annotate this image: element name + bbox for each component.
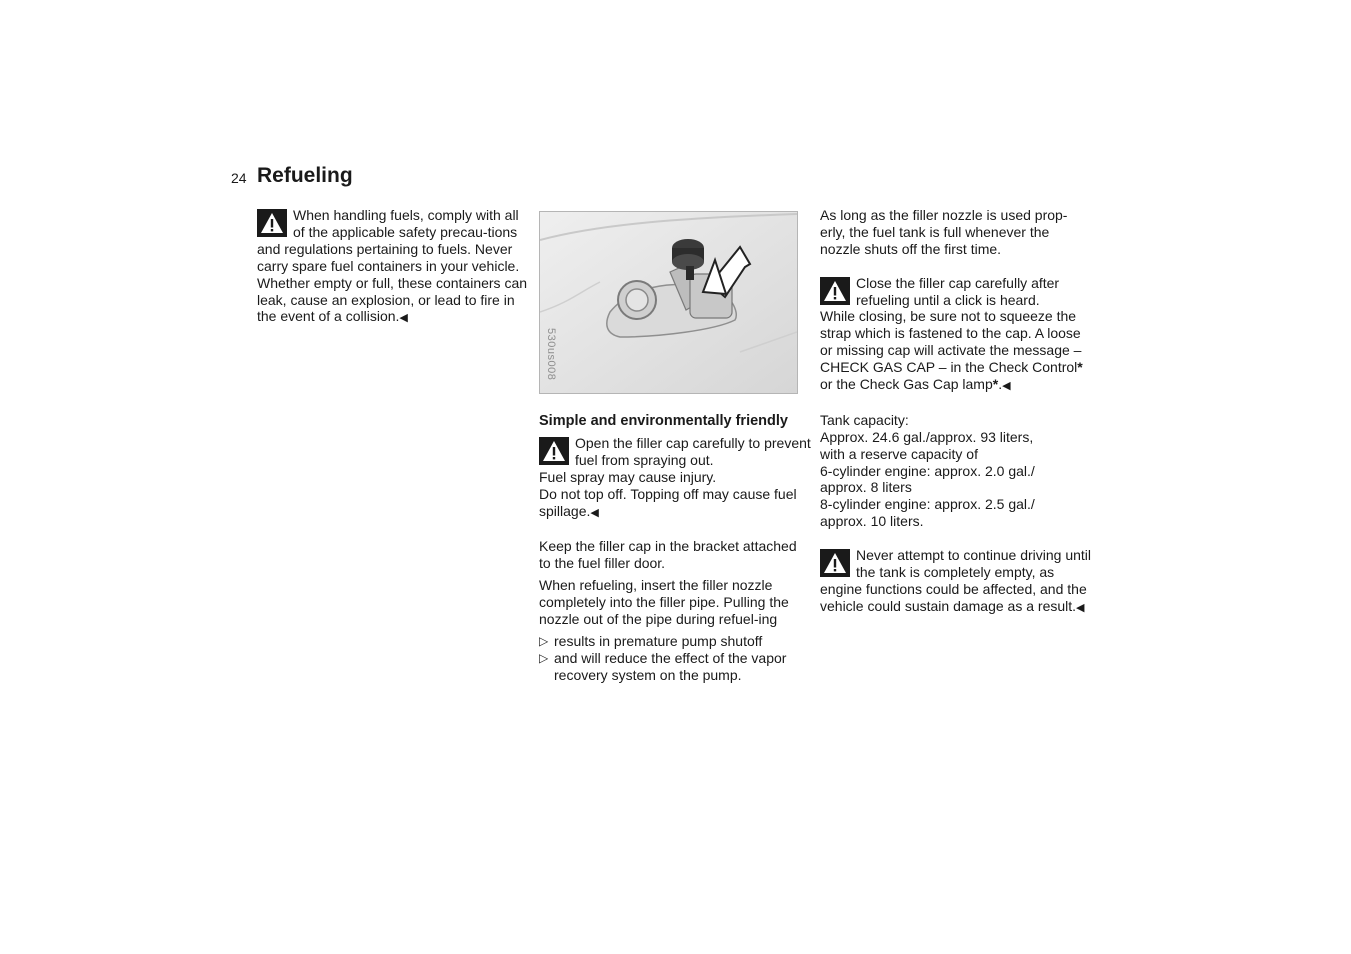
warning-text: Never attempt to continue driving until the tank is completely empty, as engine functions could be affected, and the vehicle could sustain damage as a result. — [820, 547, 1092, 614]
filler-cap-warning — [820, 275, 1092, 395]
paragraph: When refueling, insert the filler nozzle completely into the filler pipe. Pulling the nozzle out of the pipe during refuel-ing — [539, 577, 789, 628]
warning-text: While closing, be sure not to squeeze the strap which is fastened to the cap. A loose or missing cap will activate the message – CHECK GAS CAP – in the Check Control — [820, 308, 1082, 376]
capacity-line: approx. 8 liters — [820, 479, 912, 496]
end-of-section-icon: ◀ — [590, 506, 599, 519]
capacity-line: Approx. 24.6 gal./approx. 93 liters, — [820, 428, 1034, 445]
capacity-line: 8-cylinder engine: approx. 2.5 gal./ — [820, 496, 1035, 513]
capacity-label: Tank capacity: — [820, 411, 909, 428]
fuel-filler-photo — [539, 211, 798, 394]
spray-warning — [539, 435, 811, 522]
optional-equipment-star: * — [992, 376, 999, 393]
warning-text: or the Check Gas Cap lamp — [820, 376, 993, 393]
end-of-section-icon: ◀ — [399, 312, 408, 325]
capacity-line: approx. 10 liters. — [820, 513, 924, 530]
paragraph: As long as the filler nozzle is used prop-erly, the fuel tank is full whenever the nozzle shuts off the first time. — [820, 207, 1068, 257]
warning-text: While closing, be sure not to squeeze the strap which is fastened to the cap. A loose or missing cap will activate the message – CHECK GAS CAP – in the Check Control* or the Check Gas Cap lamp*.◀ — [820, 308, 1083, 393]
warning-text: Close the filler cap carefully after refueling until a click is heard. — [856, 274, 1060, 308]
end-of-section-icon: ◀ — [1076, 601, 1085, 614]
optional-equipment-star: * — [1077, 359, 1083, 376]
column-3 — [820, 207, 1092, 617]
page-title: Refueling — [257, 164, 353, 187]
column-1 — [257, 207, 529, 327]
warning-text: Do not top off. Topping off may cause fuel spillage. — [539, 485, 797, 519]
safety-warning — [257, 207, 529, 327]
warning-text — [539, 486, 811, 522]
column-2 — [539, 211, 811, 684]
warning-triangle-icon — [820, 549, 850, 577]
tank-capacity — [820, 412, 1092, 530]
page-number: 24 — [231, 170, 247, 186]
warning-text: When handling fuels, comply with all of the applicable safety precau-tions and regulations pertaining to fuels. Never carry spare fuel containers in your vehicle. Whether empty or full, these containers can leak, cause an explosion, or lead to fire in the event of a collision. — [257, 207, 528, 325]
capacity-line: with a reserve capacity of — [820, 445, 978, 462]
capacity-line: 6-cylinder engine: approx. 2.0 gal./ — [820, 462, 1035, 479]
list-item: ▷ results in premature pump shutoff — [539, 633, 811, 650]
empty-tank-warning — [820, 547, 1092, 617]
bullet-list — [539, 633, 811, 684]
warning-triangle-icon — [539, 437, 569, 465]
paragraph: Keep the filler cap in the bracket attached to the fuel filler door. — [539, 538, 797, 572]
warning-text: Open the filler cap carefully to prevent fuel from spraying out. — [575, 435, 811, 468]
section-heading: Simple and environmentally friendly — [539, 413, 788, 429]
warning-triangle-icon — [820, 277, 850, 305]
warning-text: Fuel spray may cause injury. — [539, 468, 717, 485]
warning-triangle-icon — [257, 209, 287, 237]
image-code: 530us008 — [545, 328, 557, 381]
list-item: ▷ and will reduce the effect of the vapor recovery system on the pump. — [539, 650, 811, 684]
end-of-section-icon: ◀ — [1002, 380, 1011, 393]
